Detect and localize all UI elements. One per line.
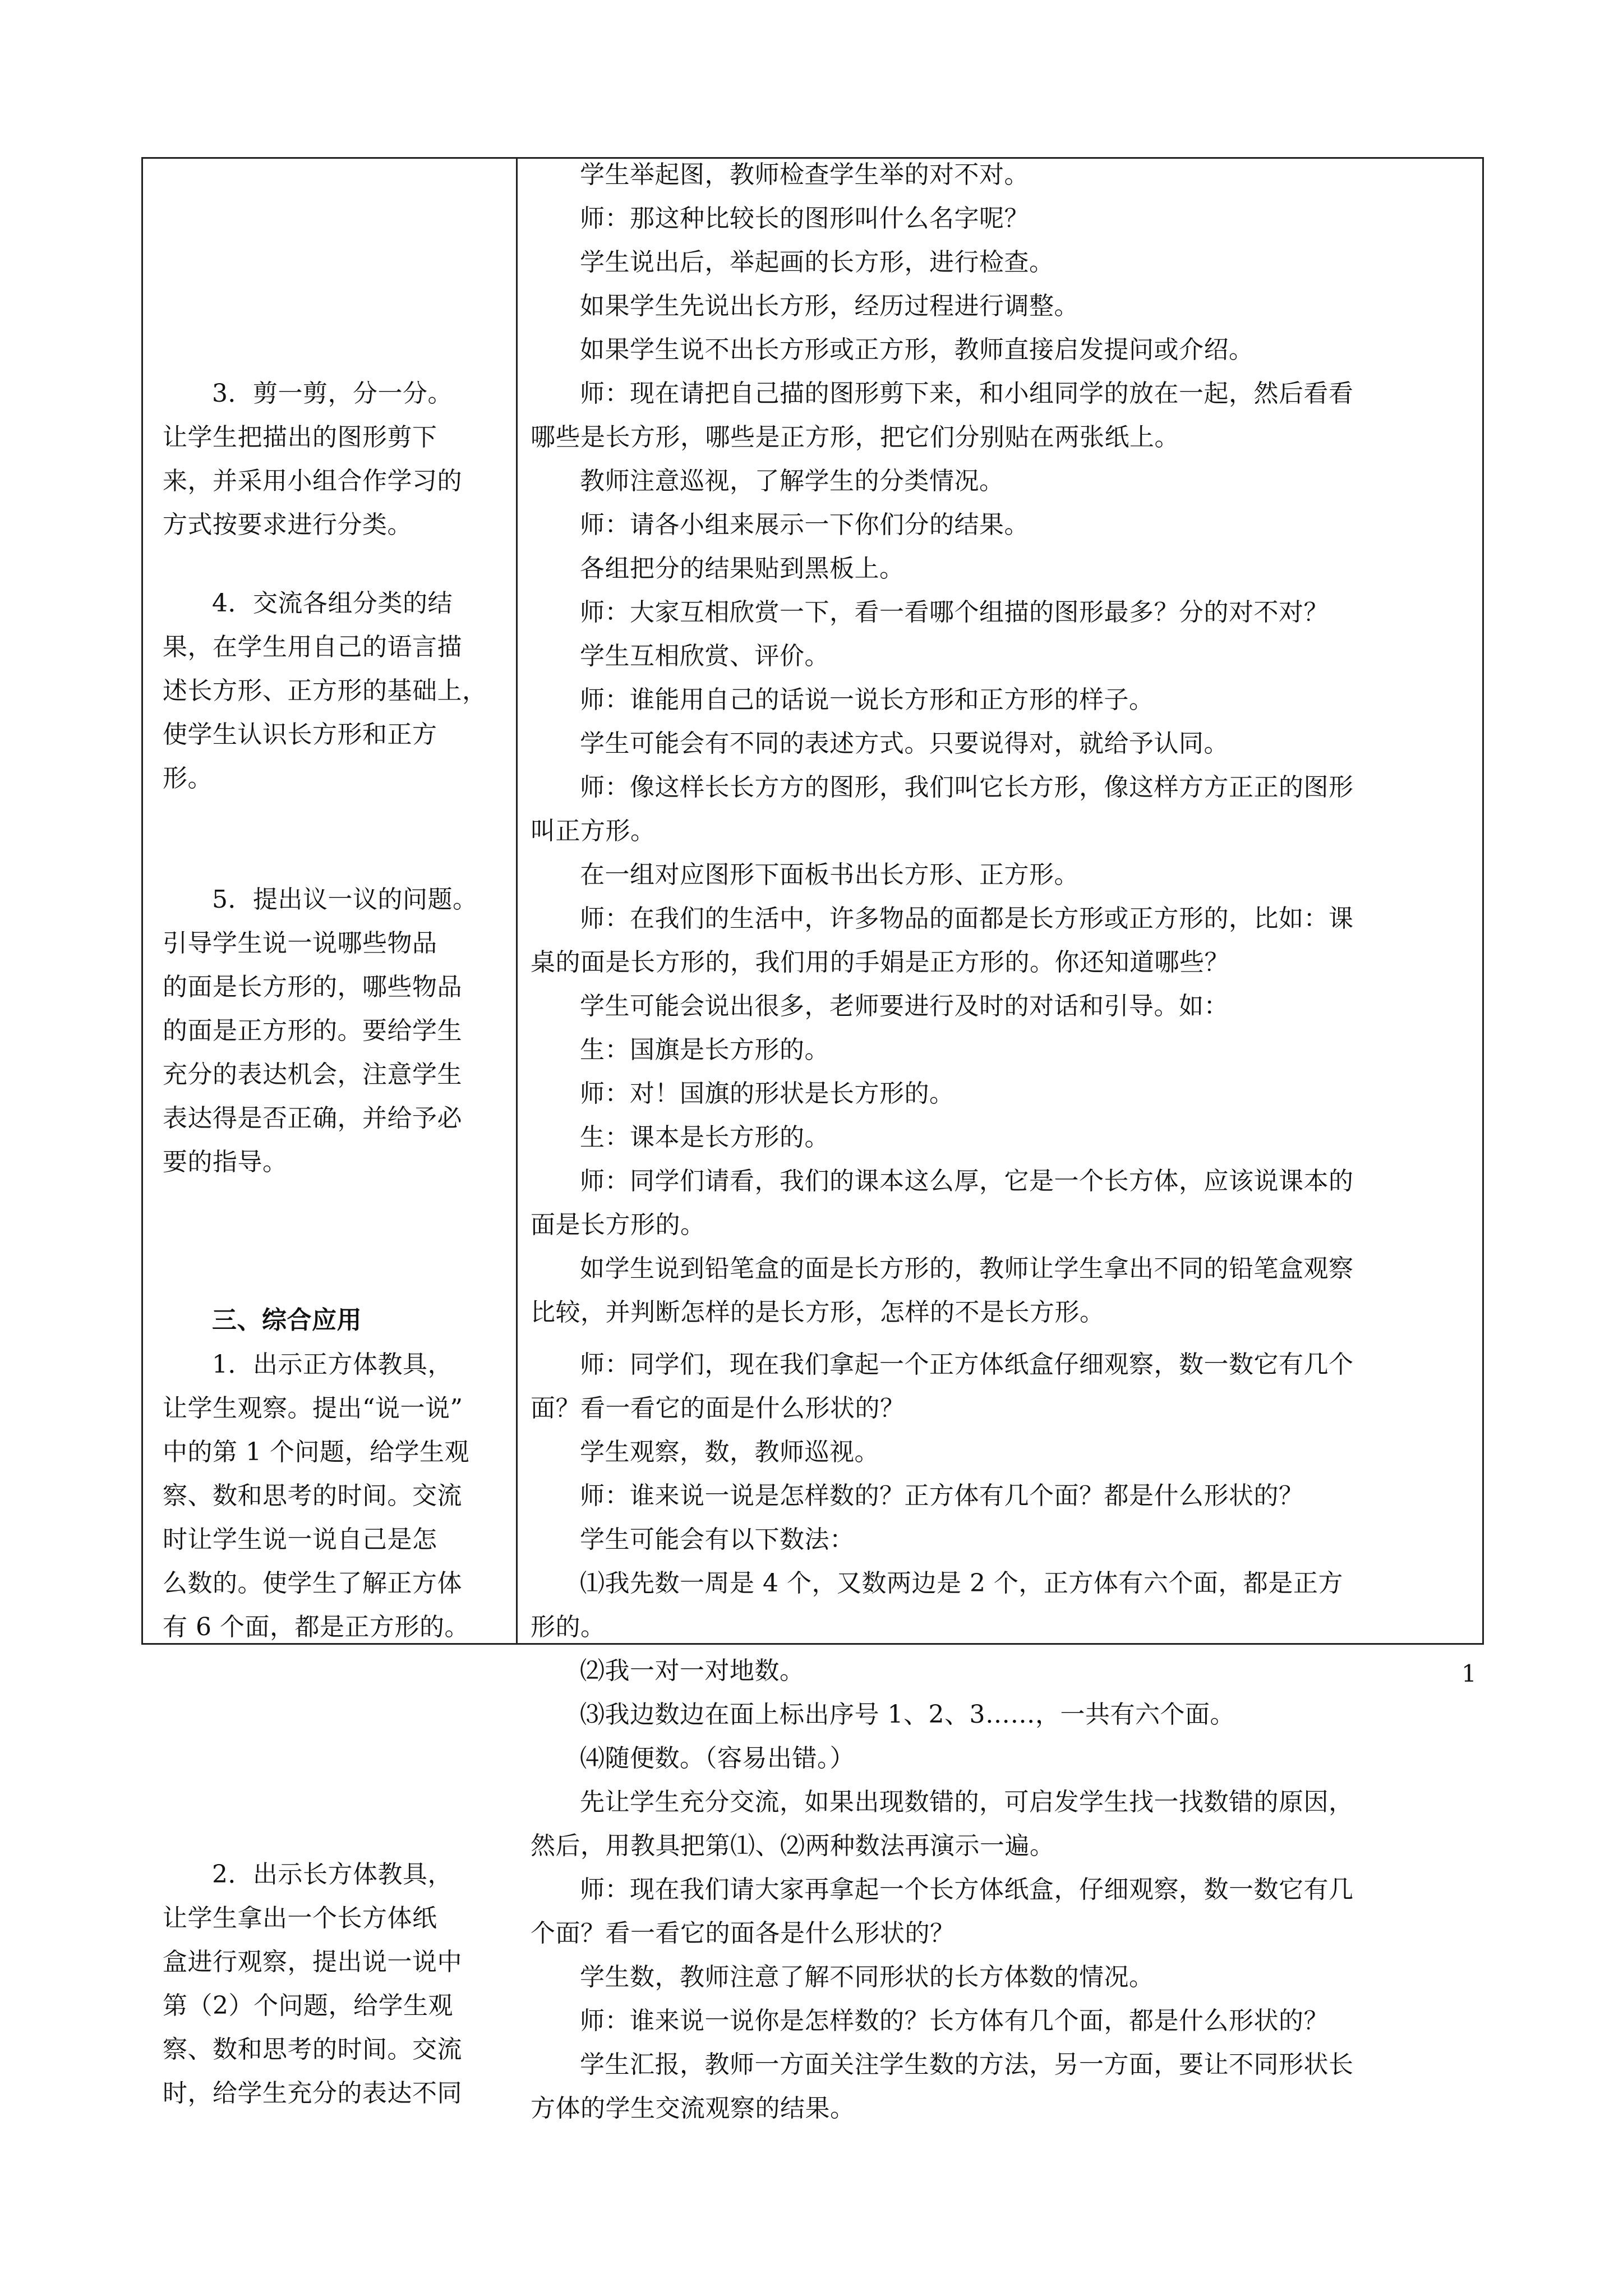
process-line: 师：同学们请看，我们的课本这么厚，它是一个长方体，应该说课本的: [580, 1167, 1354, 1195]
process-line: 学生可能会说出很多，老师要进行及时的对话和引导。如：: [580, 992, 1229, 1020]
process-line: ⑴我先数一周是 4 个，又数两边是 2 个，正方体有六个面，都是正方: [580, 1569, 1343, 1598]
process-line: 师：像这样长长方方的图形，我们叫它长方形，像这样方方正正的图形: [580, 773, 1354, 802]
process-line: 师：现在我们请大家再拿起一个长方体纸盒，仔细观察，数一数它有几: [580, 1875, 1354, 1904]
outline-line: 4．交流各组分类的结: [212, 589, 453, 618]
outline-line: 5．提出议一议的问题。: [212, 885, 478, 914]
process-line: 各组把分的结果贴到黑板上。: [580, 554, 905, 583]
outline-line: 的面是长方形的，哪些物品: [163, 973, 462, 1001]
outline-line: 的面是正方形的。要给学生: [163, 1016, 462, 1045]
outline-line: 中的第 1 个问题，给学生观: [163, 1438, 469, 1466]
outline-line: 形。: [163, 764, 213, 793]
process-line: 师：请各小组来展示一下你们分的结果。: [580, 510, 1029, 539]
process-line: 师：谁来说一说是怎样数的？正方体有几个面？都是什么形状的？: [580, 1481, 1304, 1510]
outline-line: 来，并采用小组合作学习的: [163, 467, 462, 495]
outline-line: 3．剪一剪，分一分。: [212, 379, 453, 408]
outline-line: 让学生观察。提出“说一说”: [163, 1394, 463, 1423]
process-line: 如学生说到铅笔盒的面是长方形的，教师让学生拿出不同的铅笔盒观察: [580, 1254, 1354, 1283]
process-line: 先让学生充分交流，如果出现数错的，可启发学生找一找数错的原因，: [580, 1788, 1354, 1816]
process-line: 桌的面是长方形的，我们用的手娟是正方形的。你还知道哪些？: [531, 948, 1229, 977]
process-line: ⑵我一对一对地数。: [580, 1657, 805, 1685]
process-line: 师：谁能用自己的话说一说长方形和正方形的样子。: [580, 685, 1154, 714]
process-line: ⑷随便数。（容易出错。）: [580, 1744, 855, 1773]
process-line: 师：在我们的生活中，许多物品的面都是长方形或正方形的，比如：课: [580, 904, 1354, 933]
outline-line: 有 6 个面，都是正方形的。: [163, 1613, 469, 1641]
process-line: 个面？看一看它的面各是什么形状的？: [531, 1919, 955, 1948]
process-line: 叫正方形。: [531, 817, 656, 845]
process-line: 学生可能会有以下数法：: [580, 1525, 855, 1554]
process-line: 师：谁来说一说你是怎样数的？长方体有几个面，都是什么形状的？: [580, 2007, 1329, 2035]
process-line: ⑶我边数边在面上标出序号 1、2、3……，一共有六个面。: [580, 1700, 1235, 1729]
process-line: 师：那这种比较长的图形叫什么名字呢？: [580, 204, 1029, 233]
process-line: 学生可能会有不同的表述方式。只要说得对，就给予认同。: [580, 729, 1229, 758]
process-line: 教师注意巡视，了解学生的分类情况。: [580, 467, 1004, 495]
process-line: 如果学生说不出长方形或正方形，教师直接启发提问或介绍。: [580, 335, 1254, 364]
process-line: 师：同学们，现在我们拿起一个正方体纸盒仔细观察，数一数它有几个: [580, 1350, 1354, 1379]
process-line: 学生说出后，举起画的长方形，进行检查。: [580, 248, 1054, 277]
outline-line: 2．出示长方体教具，: [212, 1860, 453, 1889]
process-line: 比较，并判断怎样的是长方形，怎样的不是长方形。: [531, 1298, 1105, 1327]
outline-line: 让学生拿出一个长方体纸: [163, 1904, 437, 1932]
process-line: 学生举起图，教师检查学生举的对不对。: [580, 160, 1029, 189]
process-line: 面？看一看它的面是什么形状的？: [531, 1394, 905, 1423]
outline-line: 第（2）个问题，给学生观: [163, 1991, 453, 2020]
outline-line: 使学生认识长方形和正方: [163, 720, 437, 749]
process-line: 方体的学生交流观察的结果。: [531, 2094, 855, 2123]
process-line: 形的。: [531, 1613, 606, 1641]
outline-line: 三、综合应用: [212, 1306, 362, 1335]
process-line: 学生数，教师注意了解不同形状的长方体数的情况。: [580, 1963, 1154, 1991]
outline-line: 要的指导。: [163, 1148, 288, 1176]
outline-line: 引导学生说一说哪些物品: [163, 929, 437, 958]
outline-line: 表达得是否正确，并给予必: [163, 1104, 462, 1133]
outline-line: 时让学生说一说自己是怎: [163, 1525, 437, 1554]
outline-line: 时，给学生充分的表达不同: [163, 2079, 462, 2108]
process-line: 哪些是长方形，哪些是正方形，把它们分别贴在两张纸上。: [531, 423, 1179, 452]
outline-line: 让学生把描出的图形剪下: [163, 423, 437, 452]
outline-line: 果，在学生用自己的语言描: [163, 633, 462, 661]
process-line: 学生互相欣赏、评价。: [580, 642, 829, 670]
outline-line: 充分的表达机会，注意学生: [163, 1060, 462, 1089]
outline-line: 察、数和思考的时间。交流: [163, 1481, 462, 1510]
outline-line: 方式按要求进行分类。: [163, 510, 412, 539]
outline-line: 1．出示正方体教具，: [212, 1350, 453, 1379]
outline-line: 盒进行观察，提出说一说中: [163, 1948, 462, 1976]
process-line: 如果学生先说出长方形，经历过程进行调整。: [580, 292, 1079, 320]
column-divider: [516, 157, 518, 1645]
process-line: 面是长方形的。: [531, 1211, 706, 1239]
outline-line: 察、数和思考的时间。交流: [163, 2035, 462, 2064]
process-line: 师：大家互相欣赏一下，看一看哪个组描的图形最多？分的对不对？: [580, 598, 1329, 627]
process-line: 学生汇报，教师一方面关注学生数的方法，另一方面，要让不同形状长: [580, 2050, 1354, 2079]
process-line: 生：课本是长方形的。: [580, 1123, 829, 1152]
process-line: 然后，用教具把第⑴、⑵两种数法再演示一遍。: [531, 1832, 1055, 1860]
outline-line: 么数的。使学生了解正方体: [163, 1569, 462, 1598]
page-number: 1: [1461, 1660, 1477, 1687]
process-line: 生：国旗是长方形的。: [580, 1036, 829, 1064]
process-line: 师：现在请把自己描的图形剪下来，和小组同学的放在一起，然后看看: [580, 379, 1354, 408]
outline-line: 述长方形、正方形的基础上，: [163, 677, 487, 705]
process-line: 师：对！国旗的形状是长方形的。: [580, 1079, 955, 1108]
process-line: 学生观察，数，教师巡视。: [580, 1438, 879, 1466]
process-line: 在一组对应图形下面板书出长方形、正方形。: [580, 861, 1079, 889]
